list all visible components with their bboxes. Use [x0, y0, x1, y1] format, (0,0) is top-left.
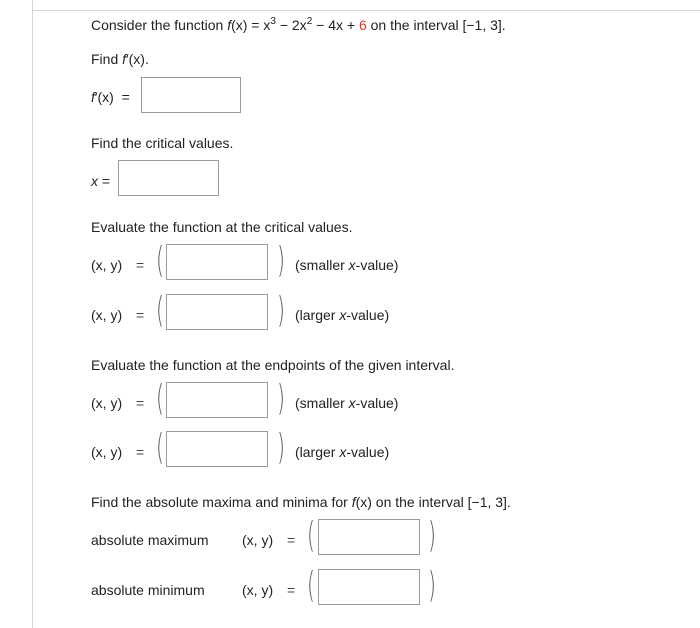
right-paren: ) [277, 378, 285, 419]
equals-sign: = [136, 395, 145, 411]
equals-sign: = [136, 257, 145, 273]
larger-x-note: (larger x-value) [295, 307, 390, 323]
function-expr-3: − 4x + [312, 17, 359, 33]
critical-values-input[interactable] [118, 160, 219, 196]
critical-eval-prompt: Evaluate the function at the critical values. [91, 219, 353, 235]
equals-sign: = [136, 444, 145, 460]
left-paren: ( [156, 378, 164, 419]
point-label: (x, y) [242, 582, 274, 598]
point-label: (x, y) [91, 395, 123, 411]
exponent-3: 3 [270, 16, 276, 27]
panel-top-border [32, 0, 700, 11]
right-paren: ) [277, 240, 285, 281]
function-name: f [227, 17, 232, 33]
derivative-input[interactable] [141, 77, 241, 113]
left-paren: ( [156, 290, 164, 331]
intro-text: Consider the function [91, 17, 228, 33]
equals-sign: = [287, 532, 296, 548]
right-paren: ) [428, 565, 436, 606]
endpoint-smaller-input[interactable] [166, 382, 268, 418]
absolute-prompt: Find the absolute maxima and minima for f(x) on the interval [−1, 3]. [91, 494, 511, 510]
right-paren: ) [277, 427, 285, 468]
function-constant: 6 [358, 17, 367, 33]
panel-left-border [32, 0, 33, 628]
interval-text: on the interval [−1, 3]. [366, 17, 506, 33]
smaller-x-note: (smaller x-value) [295, 257, 399, 273]
critical-smaller-input[interactable] [166, 244, 268, 280]
absolute-min-label: absolute minimum [91, 582, 205, 598]
absolute-max-input[interactable] [318, 519, 420, 555]
function-expr-1: (x) = x [231, 17, 271, 33]
smaller-x-note: (smaller x-value) [295, 395, 399, 411]
endpoint-eval-prompt: Evaluate the function at the endpoints of the given interval. [91, 357, 455, 373]
endpoint-larger-input[interactable] [166, 431, 268, 467]
right-paren: ) [428, 515, 436, 556]
problem-statement [91, 17, 506, 33]
exponent-2: 2 [306, 16, 313, 27]
equals-sign: = [136, 307, 145, 323]
absolute-min-input[interactable] [318, 569, 420, 605]
left-paren: ( [307, 565, 315, 606]
equals-sign: = [287, 582, 296, 598]
larger-x-note: (larger x-value) [295, 444, 390, 460]
left-paren: ( [307, 515, 315, 556]
derivative-prompt: Find f′(x). [91, 51, 149, 67]
critical-label: x = [91, 173, 111, 189]
left-paren: ( [156, 427, 164, 468]
function-expr-2: − 2x [275, 17, 307, 33]
point-label: (x, y) [91, 307, 123, 323]
derivative-label: f′(x) = [91, 89, 130, 105]
point-label: (x, y) [91, 444, 123, 460]
left-paren: ( [156, 240, 164, 281]
point-label: (x, y) [242, 532, 274, 548]
absolute-max-label: absolute maximum [91, 532, 209, 548]
right-paren: ) [277, 290, 285, 331]
critical-prompt: Find the critical values. [91, 135, 234, 151]
point-label: (x, y) [91, 257, 123, 273]
critical-larger-input[interactable] [166, 294, 268, 330]
